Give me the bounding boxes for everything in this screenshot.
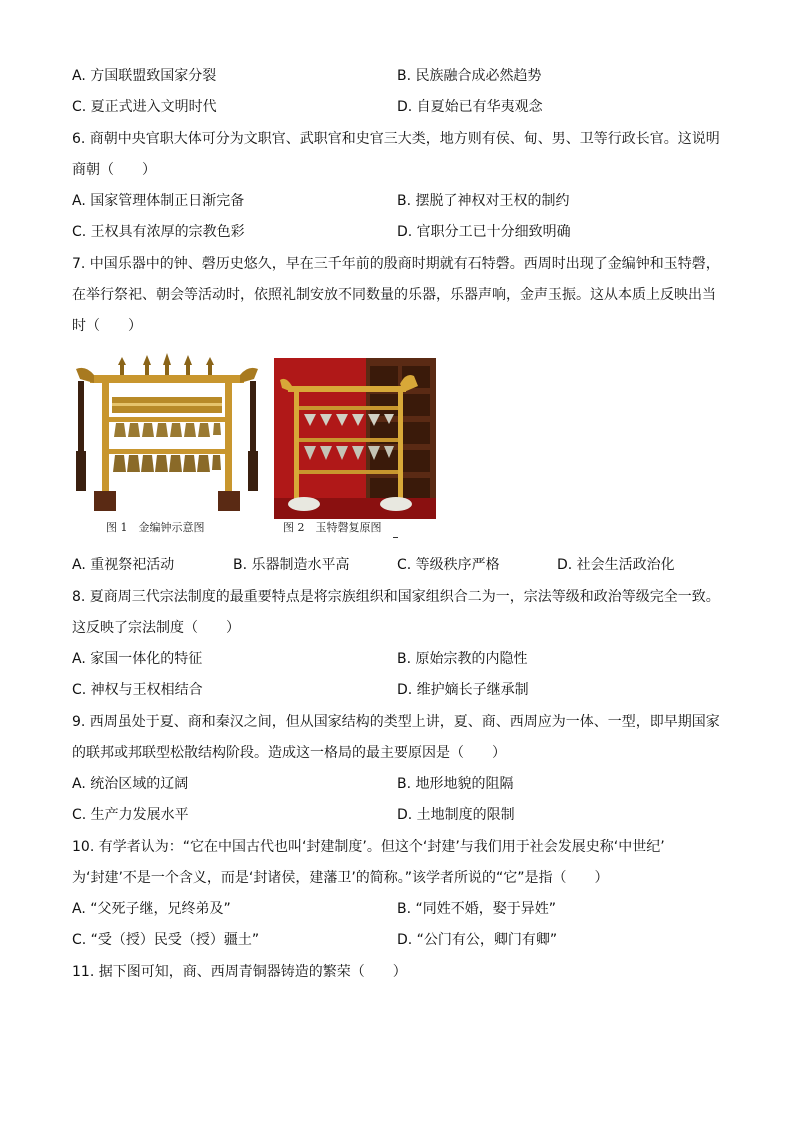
- q10-option-d: D. “公门有公，卿门有卿”: [397, 932, 558, 948]
- q5-option-a: A. 方国联盟致国家分裂: [72, 68, 217, 84]
- q8-option-d: D. 维护嫡长子继承制: [397, 682, 529, 698]
- figure-2-jade-chime: [274, 358, 436, 519]
- q9-stem-line2: 的联邦或邦联型松散结构阶段。造成这一格局的最主要原因是（ ）: [72, 745, 506, 761]
- q6-option-c: C. 王权具有浓厚的宗教色彩: [72, 224, 245, 240]
- q5-option-c: C. 夏正式进入文明时代: [72, 99, 217, 115]
- q8-option-c: C. 神权与王权相结合: [72, 682, 203, 698]
- q8-option-a: A. 家国一体化的特征: [72, 651, 203, 667]
- q7-option-d: D. 社会生活政治化: [557, 557, 675, 573]
- q11-stem-line1: 11. 据下图可知，商、西周青铜器铸造的繁荣（ ）: [72, 964, 407, 980]
- q10-option-b: B. “同姓不婚，娶于异姓”: [397, 901, 557, 917]
- q10-stem-line1: 10. 有学者认为：“它在中国古代也叫‘封建制度’。但这个‘封建’与我们用于社会发展史称‘中世纪’: [72, 839, 665, 855]
- jade-chime-illustration: [274, 358, 436, 519]
- q7-stem-line1: 7. 中国乐器中的钟、磬历史悠久，早在三千年前的殷商时期就有石特磬。西周时出现了金编钟和玉特磬，: [72, 256, 720, 272]
- q6-option-d: D. 官职分工已十分细致明确: [397, 224, 571, 240]
- q9-option-a: A. 统治区域的辽阔: [72, 776, 189, 792]
- q9-option-c: C. 生产力发展水平: [72, 807, 189, 823]
- q8-stem-line2: 这反映了宗法制度（ ）: [72, 620, 240, 636]
- bell-chime-illustration: [72, 351, 262, 519]
- q8-stem-line1: 8. 夏商周三代宗法制度的最重要特点是将宗族组织和国家组织合二为一，宗法等级和政治等级完全一致。: [72, 589, 720, 605]
- q9-option-b: B. 地形地貌的阻隔: [397, 776, 514, 792]
- q6-option-b: B. 摆脱了神权对王权的制约: [397, 193, 570, 209]
- q8-option-b: B. 原始宗教的内隐性: [397, 651, 528, 667]
- q6-stem-line1: 6. 商朝中央官职大体可分为文职官、武职官和史官三大类，地方则有侯、甸、男、卫等行政长官。这说明: [72, 131, 720, 147]
- q9-option-d: D. 土地制度的限制: [397, 807, 515, 823]
- q6-option-a: A. 国家管理体制正日渐完备: [72, 193, 245, 209]
- q6-stem-line2: 商朝（ ）: [72, 162, 156, 178]
- q10-stem-line2: 为‘封建’不是一个含义，而是‘封诸侯，建藩卫’的简称。”该学者所说的“它”是指（ ）: [72, 870, 609, 886]
- q5-option-d: D. 自夏始已有华夷观念: [397, 99, 543, 115]
- q9-stem-line1: 9. 西周虽处于夏、商和秦汉之间，但从国家结构的类型上讲，夏、商、西周应为一体、一型，即早期国家: [72, 714, 720, 730]
- q7-option-a: A. 重视祭祀活动: [72, 557, 175, 573]
- caption-dash-mark: [393, 537, 398, 538]
- figure-1-caption: 图 1 金编钟示意图: [106, 521, 205, 534]
- q10-option-c: C. “受（授）民受（授）疆土”: [72, 932, 260, 948]
- q7-stem-line3: 时（ ）: [72, 318, 142, 334]
- q7-stem-line2: 在举行祭祀、朝会等活动时，依照礼制安放不同数量的乐器，乐器声响，金声玉振。这从本质上反映出当: [72, 287, 716, 303]
- q10-option-a: A. “父死子继，兄终弟及”: [72, 901, 231, 917]
- figure-1-bell-chime: [72, 351, 262, 519]
- q7-option-b: B. 乐器制造水平高: [233, 557, 350, 573]
- q7-option-c: C. 等级秩序严格: [397, 557, 500, 573]
- figure-2-caption: 图 2 玉特磬复原图: [283, 521, 382, 534]
- q5-option-b: B. 民族融合成必然趋势: [397, 68, 542, 84]
